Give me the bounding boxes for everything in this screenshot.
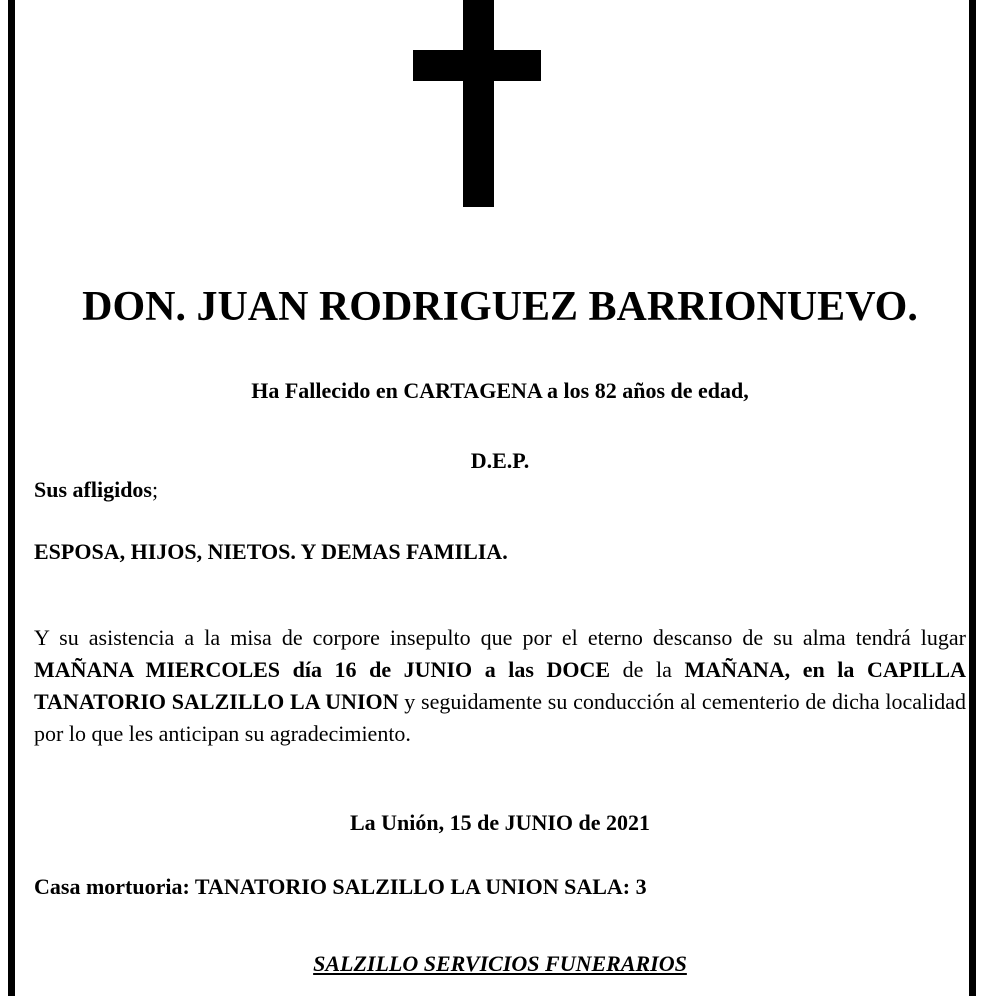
- mourners-label: Sus afligidos: [34, 477, 152, 502]
- mourners-punct: ;: [152, 477, 159, 502]
- ceremony-paragraph: [34, 622, 966, 750]
- ceremony-text-2: de la: [610, 657, 685, 682]
- ceremony-text-3: y seguidamente su conducción al cementerio de dicha localidad por lo que les anticipan su agradecimiento.: [34, 689, 967, 746]
- cross-horizontal-bar: [413, 50, 541, 81]
- wake-house: Casa mortuoria: TANATORIO SALZILLO LA UNION SALA: 3: [34, 874, 647, 899]
- deceased-name: DON. JUAN RODRIGUEZ BARRIONUEVO.: [82, 284, 918, 330]
- death-line: Ha Fallecido en CARTAGENA a los 82 años de edad,: [251, 378, 749, 403]
- mourners-label-line: [34, 476, 158, 504]
- funeral-company: SALZILLO SERVICIOS FUNERARIOS: [313, 951, 687, 976]
- ceremony-text-1: Y su asistencia a la misa de corpore insepulto que por el eterno descanso de su alma tendrá lugar: [34, 625, 966, 650]
- place-date: La Unión, 15 de JUNIO de 2021: [349, 810, 651, 835]
- cross-vertical-bar: [463, 0, 494, 207]
- family-line: ESPOSA, HIJOS, NIETOS. Y DEMAS FAMILIA.: [34, 539, 508, 564]
- ceremony-location: MAÑANA, en la CAPILLA TANATORIO SALZILLO LA UNION: [34, 657, 966, 714]
- dep-line: D.E.P.: [470, 448, 530, 473]
- ceremony-datetime: MAÑANA MIERCOLES día 16 de JUNIO a las DOCE: [34, 657, 611, 682]
